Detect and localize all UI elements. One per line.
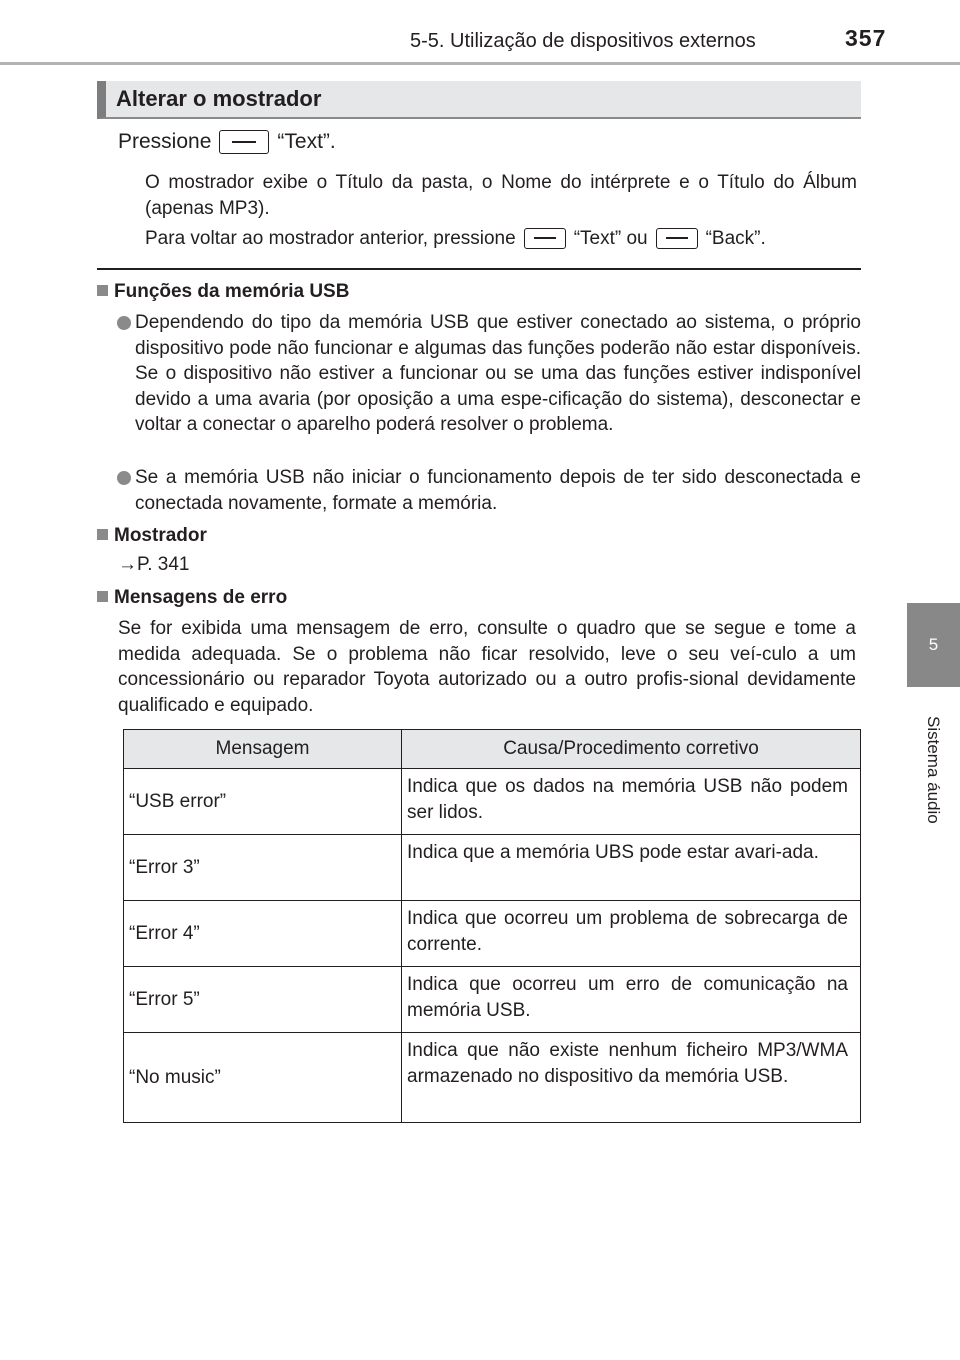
softkey-icon [656, 228, 698, 249]
table-row [124, 835, 861, 901]
cause-cell: Indica que ocorreu um erro de comunicação na memória USB. [402, 967, 861, 1033]
page-reference-text: P. 341 [137, 554, 190, 575]
page-number: 357 [845, 25, 887, 51]
table-header-row [124, 730, 861, 769]
column-header-cause: Causa/Procedimento corretivo [402, 730, 861, 769]
display-heading [97, 525, 207, 547]
return-note-middle: “Text” ou [573, 228, 648, 249]
chapter-label: Sistema áudio [924, 716, 943, 824]
chapter-number: 5 [928, 635, 939, 654]
return-note-suffix: “Back”. [705, 228, 766, 249]
display-heading-text: Mostrador [114, 525, 207, 546]
error-messages-heading [97, 587, 287, 609]
chapter-side-label [905, 700, 960, 840]
header-title: 5-5. Utilização de dispositivos externos [410, 30, 756, 52]
softkey-icon [219, 130, 269, 154]
arrow-icon: → [118, 554, 137, 575]
cause-cell: Indica que não existe nenhum ficheiro MP3/WMA armazenado no dispositivo da memória USB. [402, 1033, 861, 1123]
error-messages-heading-text: Mensagens de erro [114, 587, 288, 608]
usb-note-1: Dependendo do tipo da memória USB que estiver conectado ao sistema, o próprio dispositivo pode não funcionar e algumas das funções poderão não estar disponíveis. Se o dispositivo não estiver a funcionar ou se uma das funções estiver indisponível devido a uma avaria (por oposição a uma espe-cificação do sistema), desconectar e voltar a conectar o aparelho poderá resolver o problema. [135, 312, 861, 435]
square-bullet-icon [97, 529, 108, 540]
cause-cell: Indica que a memória UBS pode estar avari-ada. [402, 835, 861, 901]
message-cell: “Error 5” [124, 967, 402, 1033]
bullet-icon [117, 316, 131, 330]
message-cell: “No music” [124, 1033, 402, 1123]
section-divider [97, 268, 861, 270]
message-cell: “USB error” [124, 769, 402, 835]
message-cell: “Error 3” [124, 835, 402, 901]
column-header-message: Mensagem [124, 730, 402, 769]
usb-functions-heading-text: Funções da memória USB [114, 281, 350, 302]
error-table [123, 729, 861, 1123]
step-instruction [118, 130, 336, 154]
square-bullet-icon [97, 285, 108, 296]
display-note: O mostrador exibe o Título da pasta, o Nome do intérprete e o Título do Álbum (apenas MP3). [145, 172, 857, 219]
cause-cell: Indica que ocorreu um problema de sobrecarga de corrente. [402, 901, 861, 967]
cause-cell: Indica que os dados na memória USB não podem ser lidos. [402, 769, 861, 835]
bullet-icon [117, 471, 131, 485]
usb-note-2: Se a memória USB não iniciar o funcionamento depois de ter sido desconectada e conectada novamente, formate a memória. [135, 467, 861, 514]
message-cell: “Error 4” [124, 901, 402, 967]
usb-functions-heading [97, 281, 349, 303]
square-bullet-icon [97, 591, 108, 602]
return-note-prefix: Para voltar ao mostrador anterior, pressione [145, 228, 516, 249]
step-suffix: “Text”. [277, 130, 336, 153]
section-title: Alterar o mostrador [116, 86, 322, 111]
error-intro: Se for exibida uma mensagem de erro, consulte o quadro que se segue e tome a medida adequada. Se o problema não ficar resolvido, leve o seu veí-culo a um concessionário ou reparador Toyota autorizado ou a outro profis-sional devidamente qualificado e equipado. [118, 618, 856, 716]
table-row [124, 901, 861, 967]
table-row [124, 769, 861, 835]
header-rule [0, 62, 960, 65]
chapter-tab [907, 603, 960, 687]
step-prefix: Pressione [118, 130, 212, 153]
return-note [145, 226, 865, 252]
page-reference [118, 552, 189, 578]
section-header [97, 81, 861, 119]
softkey-icon [524, 228, 566, 249]
table-row [124, 967, 861, 1033]
table-row [124, 1033, 861, 1123]
